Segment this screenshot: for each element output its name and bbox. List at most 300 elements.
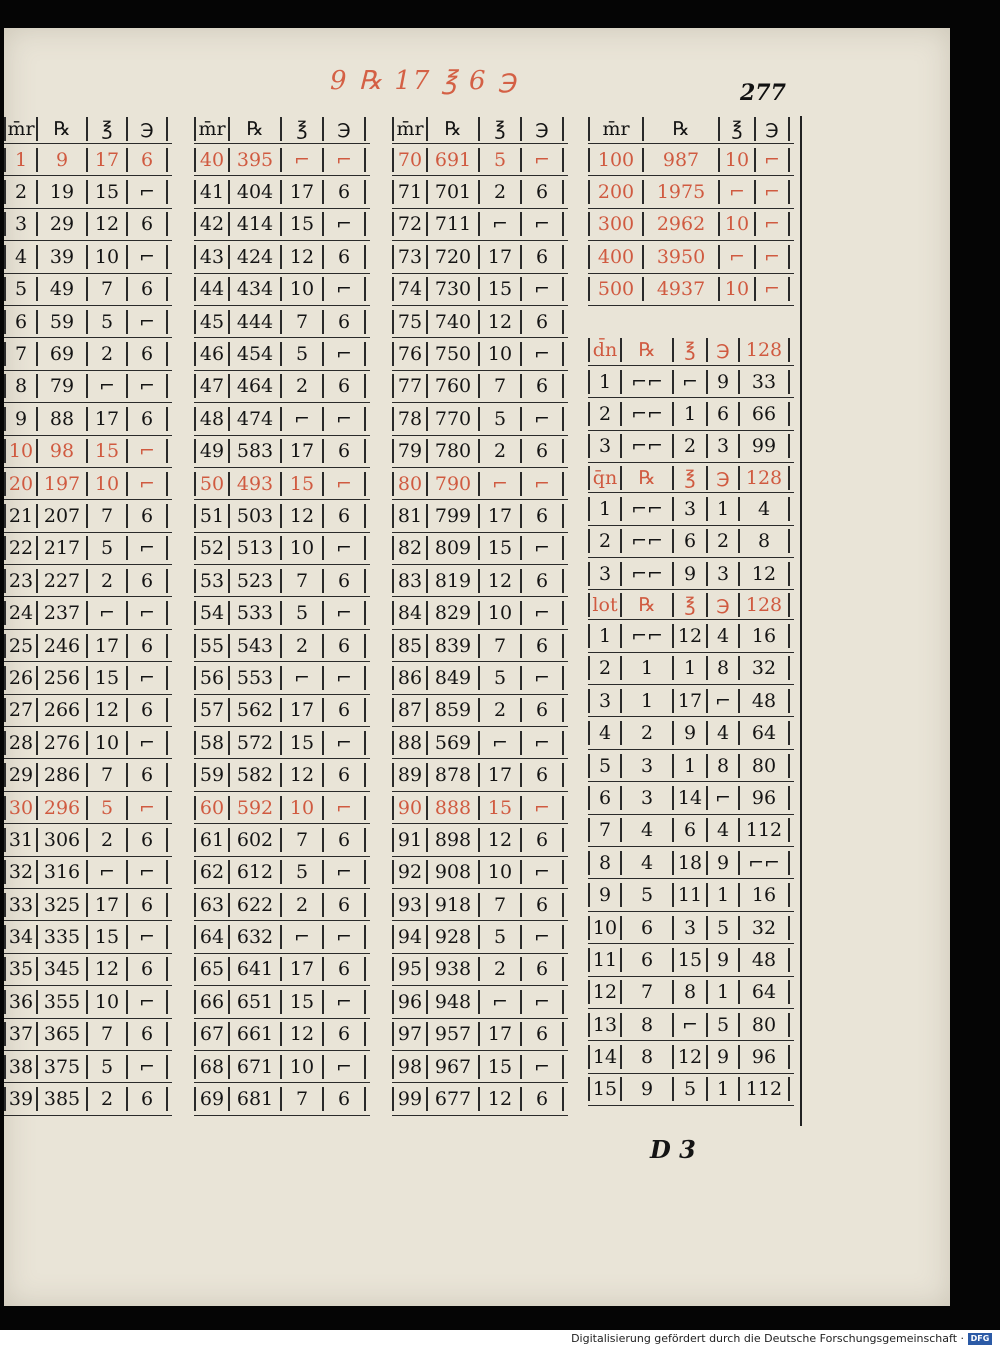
table-cell: 316	[38, 860, 88, 884]
table-cell: 878	[428, 763, 480, 787]
table-cell: 9	[708, 851, 740, 875]
table-cell: 11	[674, 883, 708, 907]
table-cell: 41	[194, 180, 230, 204]
table-row	[194, 144, 370, 176]
table-cell: 9	[622, 1077, 674, 1101]
table-cell: 88	[392, 731, 428, 755]
table-cell: 43	[194, 245, 230, 269]
table-cell: 1	[708, 883, 740, 907]
table-cell: 17	[480, 763, 522, 787]
table-row	[588, 241, 794, 273]
table-cell: 6	[522, 310, 564, 334]
table-cell: 1	[4, 148, 38, 172]
table-row	[194, 954, 370, 986]
table-cell: 632	[230, 925, 282, 949]
table-row	[4, 889, 172, 921]
table-cell: 1	[588, 497, 622, 521]
column-header: ℥	[674, 593, 708, 617]
table-cell: 829	[428, 601, 480, 625]
table-cell: 583	[230, 439, 282, 463]
column-header: 128	[740, 338, 790, 362]
table-cell: 1	[622, 656, 674, 680]
table-cell: 3	[622, 754, 674, 778]
table-cell: 40	[194, 148, 230, 172]
table-cell: 9	[708, 1045, 740, 1069]
table-cell: 94	[392, 925, 428, 949]
table-cell: 98	[38, 439, 88, 463]
table-row	[588, 879, 794, 911]
table-row	[194, 403, 370, 435]
table-cell: 6	[324, 634, 366, 658]
table-row	[588, 274, 794, 306]
table-cell: 4	[740, 497, 790, 521]
table-cell: 7	[282, 310, 324, 334]
table-cell: 5	[88, 310, 128, 334]
table-cell: 888	[428, 796, 480, 820]
table-cell: 5	[480, 407, 522, 431]
table6-body	[588, 463, 794, 590]
table-cell: ⌐	[128, 860, 168, 884]
table-cell: 10	[282, 277, 324, 301]
table-row	[392, 986, 568, 1018]
table5-body	[588, 336, 794, 463]
table-cell: 12	[282, 1022, 324, 1046]
table-header-row	[588, 463, 794, 493]
table-cell: 2	[480, 180, 522, 204]
table-cell: ⌐	[756, 212, 790, 236]
table-cell: 7	[88, 763, 128, 787]
page-header-title: 9 ℞ 17 ℥ 6 ℈	[330, 66, 518, 96]
table-cell: 582	[230, 763, 282, 787]
table-cell: ⌐	[674, 1013, 708, 1037]
table-cell: 2	[88, 342, 128, 366]
table-row	[4, 857, 172, 889]
table-cell: 23	[4, 569, 38, 593]
table-cell: 12	[480, 569, 522, 593]
table-cell: 6	[128, 407, 168, 431]
table-cell: ⌐	[324, 148, 366, 172]
table-cell: 770	[428, 407, 480, 431]
table-cell: 14	[674, 786, 708, 810]
table-cell: 12	[88, 698, 128, 722]
table-cell: ⌐	[480, 731, 522, 755]
table-cell: 2	[480, 439, 522, 463]
table-cell: 750	[428, 342, 480, 366]
table-cell: ⌐	[756, 277, 790, 301]
table-cell: 10	[282, 796, 324, 820]
table-cell: 17	[282, 957, 324, 981]
table-cell: 711	[428, 212, 480, 236]
table-cell: 15	[88, 925, 128, 949]
table-cell: 6	[128, 148, 168, 172]
table-row	[588, 750, 794, 782]
table-cell: 15	[282, 731, 324, 755]
table-cell: 2	[88, 1087, 128, 1111]
table-cell: 28	[4, 731, 38, 755]
table-cell: 256	[38, 666, 88, 690]
table-cell: 207	[38, 504, 88, 528]
table-cell: 928	[428, 925, 480, 949]
table-cell: 60	[194, 796, 230, 820]
table-cell: ⌐	[324, 601, 366, 625]
table-cell: 12	[282, 504, 324, 528]
table-cell: 12	[88, 212, 128, 236]
table-cell: 12	[588, 980, 622, 1004]
table-cell: 37	[4, 1022, 38, 1046]
table-cell: ⌐	[522, 277, 564, 301]
table-cell: 70	[392, 148, 428, 172]
table-cell: 6	[128, 1022, 168, 1046]
table-row	[4, 1019, 172, 1051]
table-cell: 57	[194, 698, 230, 722]
table-cell: 8	[674, 980, 708, 1004]
table-row	[392, 533, 568, 565]
table-cell: 55	[194, 634, 230, 658]
table7-body	[588, 590, 794, 1106]
table-row	[392, 597, 568, 629]
table-cell: 17	[480, 245, 522, 269]
table2-body	[194, 114, 370, 1116]
table-cell: 938	[428, 957, 480, 981]
table-row	[588, 653, 794, 685]
table-cell: 474	[230, 407, 282, 431]
table-cell: 849	[428, 666, 480, 690]
table-cell: 6	[128, 957, 168, 981]
table-cell: 91	[392, 828, 428, 852]
table-cell: 88	[38, 407, 88, 431]
table-cell: 90	[392, 796, 428, 820]
table-cell: ⌐⌐	[622, 402, 674, 426]
table-header-row	[588, 114, 794, 144]
table-row	[392, 209, 568, 241]
table-cell: 80	[392, 472, 428, 496]
table-cell: 17	[88, 893, 128, 917]
table-row	[4, 533, 172, 565]
table-cell: 85	[392, 634, 428, 658]
table-row	[588, 912, 794, 944]
table-cell: 79	[392, 439, 428, 463]
table-cell: 6	[674, 818, 708, 842]
table-cell: 66	[194, 990, 230, 1014]
table-cell: 80	[740, 1013, 790, 1037]
table-row	[194, 921, 370, 953]
table-cell: 33	[740, 370, 790, 394]
table-cell: 18	[674, 851, 708, 875]
table-cell: 15	[674, 948, 708, 972]
table-cell: ⌐	[674, 370, 708, 394]
table-cell: 12	[88, 957, 128, 981]
table-cell: 434	[230, 277, 282, 301]
table-row	[392, 306, 568, 338]
table-cell: ⌐⌐	[622, 434, 674, 458]
table-cell: 720	[428, 245, 480, 269]
table-cell: 6	[324, 763, 366, 787]
table-cell: 61	[194, 828, 230, 852]
table-cell: 13	[588, 1013, 622, 1037]
table-cell: 48	[740, 689, 790, 713]
table-cell: 16	[740, 883, 790, 907]
table-row	[392, 889, 568, 921]
table-row	[4, 1083, 172, 1115]
table-cell: 10	[4, 439, 38, 463]
table-cell: 15	[282, 212, 324, 236]
table-cell: ⌐	[324, 990, 366, 1014]
table-row	[194, 857, 370, 889]
table-cell: 948	[428, 990, 480, 1014]
table-cell: 47	[194, 374, 230, 398]
table-cell: 9	[4, 407, 38, 431]
column-header: m̄r	[194, 117, 230, 141]
table-cell: 306	[38, 828, 88, 852]
table-cell: 86	[392, 666, 428, 690]
table-cell: 4	[588, 721, 622, 745]
table-cell: ⌐	[324, 277, 366, 301]
table-cell: 987	[644, 148, 720, 172]
table-row	[194, 533, 370, 565]
table-cell: 17	[88, 407, 128, 431]
table-row	[392, 662, 568, 694]
table-cell: ⌐⌐	[622, 529, 674, 553]
table-cell: 46	[194, 342, 230, 366]
table-cell: 5	[88, 536, 128, 560]
table-cell: 5	[708, 916, 740, 940]
table-cell: ⌐	[522, 148, 564, 172]
table-cell: 7	[480, 634, 522, 658]
table-cell: 9	[708, 948, 740, 972]
table-cell: 19	[38, 180, 88, 204]
table-cell: 523	[230, 569, 282, 593]
table-row	[194, 306, 370, 338]
table-cell: 799	[428, 504, 480, 528]
table-cell: 200	[588, 180, 644, 204]
table-row	[4, 792, 172, 824]
table-cell: ⌐	[324, 925, 366, 949]
table-cell: 10	[88, 731, 128, 755]
table-cell: 10	[88, 990, 128, 1014]
table-cell: 602	[230, 828, 282, 852]
table-cell: ⌐	[324, 731, 366, 755]
table-row	[4, 338, 172, 370]
table-cell: 36	[4, 990, 38, 1014]
table-cell: 6	[128, 342, 168, 366]
table-cell: 7	[88, 504, 128, 528]
table-cell: 266	[38, 698, 88, 722]
table-cell: ⌐	[324, 1055, 366, 1079]
table-cell: 8	[4, 374, 38, 398]
table-cell: 6	[324, 310, 366, 334]
table-row	[588, 620, 794, 652]
table-cell: 15	[88, 439, 128, 463]
table-cell: ⌐	[88, 601, 128, 625]
table-row	[588, 782, 794, 814]
table-cell: 691	[428, 148, 480, 172]
table-cell: 34	[4, 925, 38, 949]
table-cell: 38	[4, 1055, 38, 1079]
table-cell: 27	[4, 698, 38, 722]
table-cell: 839	[428, 634, 480, 658]
table-row	[588, 366, 794, 398]
table-cell: ⌐	[128, 666, 168, 690]
table-cell: ⌐⌐	[622, 497, 674, 521]
table-cell: 2	[480, 957, 522, 981]
table-cell: 51	[194, 504, 230, 528]
column-header: ℈	[708, 338, 740, 362]
table-cell: ⌐	[708, 689, 740, 713]
table-cell: 5	[480, 925, 522, 949]
table-cell: 14	[588, 1045, 622, 1069]
table-cell: 6	[128, 1087, 168, 1111]
column-header: ℈	[324, 117, 366, 141]
column-header: m̄r	[588, 117, 644, 141]
table-row	[4, 436, 172, 468]
table-cell: 49	[194, 439, 230, 463]
table-cell: 5	[480, 666, 522, 690]
table-row	[194, 1051, 370, 1083]
table-cell: ⌐	[522, 536, 564, 560]
table-cell: 8	[622, 1013, 674, 1037]
table-row	[194, 1019, 370, 1051]
table-cell: 10	[480, 860, 522, 884]
table-cell: 1	[674, 656, 708, 680]
table-cell: 17	[282, 439, 324, 463]
table-cell: ⌐	[88, 374, 128, 398]
table-cell: 45	[194, 310, 230, 334]
table-cell: 10	[588, 916, 622, 940]
table-cell: 75	[392, 310, 428, 334]
table-cell: 29	[4, 763, 38, 787]
table-cell: 67	[194, 1022, 230, 1046]
table-1	[4, 114, 172, 1116]
table-cell: 6	[128, 569, 168, 593]
table-cell: 780	[428, 439, 480, 463]
table-cell: ⌐	[522, 472, 564, 496]
table-cell: 10	[720, 212, 756, 236]
table-cell: 424	[230, 245, 282, 269]
table-cell: 64	[740, 721, 790, 745]
table-cell: 66	[740, 402, 790, 426]
table-cell: 6	[522, 504, 564, 528]
table-cell: 97	[392, 1022, 428, 1046]
table-cell: 96	[740, 1045, 790, 1069]
table-header-row	[588, 590, 794, 620]
table-cell: 15	[282, 990, 324, 1014]
table-cell: 6	[522, 698, 564, 722]
table-cell: 533	[230, 601, 282, 625]
table-cell: 15	[480, 536, 522, 560]
table-cell: 72	[392, 212, 428, 236]
table-cell: 21	[4, 504, 38, 528]
table-row	[392, 1051, 568, 1083]
table-cell: 6	[522, 569, 564, 593]
table-cell: 2	[480, 698, 522, 722]
table-cell: 300	[588, 212, 644, 236]
table-row	[4, 921, 172, 953]
table-cell: 6	[324, 893, 366, 917]
signature-mark: D 3	[650, 1135, 696, 1164]
table-cell: 1	[674, 402, 708, 426]
table-cell: 10	[720, 148, 756, 172]
table-cell: 17	[480, 1022, 522, 1046]
table-cell: 6	[522, 245, 564, 269]
table-cell: ⌐	[324, 472, 366, 496]
table-cell: 6	[324, 245, 366, 269]
table-cell: 10	[282, 536, 324, 560]
table-cell: ⌐	[128, 472, 168, 496]
table-cell: ⌐	[324, 212, 366, 236]
table-cell: 99	[740, 434, 790, 458]
table-row	[392, 792, 568, 824]
table-cell: 96	[740, 786, 790, 810]
table-cell: 730	[428, 277, 480, 301]
table-cell: 12	[480, 828, 522, 852]
table-cell: 32	[740, 656, 790, 680]
table-cell: 50	[194, 472, 230, 496]
table-4-group	[588, 114, 794, 1106]
table-cell: ⌐⌐	[622, 624, 674, 648]
table-cell: 572	[230, 731, 282, 755]
table-cell: 404	[230, 180, 282, 204]
table-cell: ⌐	[720, 245, 756, 269]
table-cell: 1	[622, 689, 674, 713]
table-cell: 93	[392, 893, 428, 917]
table-cell: 6	[708, 402, 740, 426]
footer-credit: Digitalisierung gefördert durch die Deutsche Forschungsgemeinschaft ·	[571, 1332, 964, 1345]
table-cell: 5	[674, 1077, 708, 1101]
table-cell: 25	[4, 634, 38, 658]
table-cell: 84	[392, 601, 428, 625]
table-row	[4, 954, 172, 986]
table-cell: 31	[4, 828, 38, 852]
table-row	[194, 889, 370, 921]
table-cell: 10	[88, 245, 128, 269]
table-cell: ⌐	[522, 860, 564, 884]
table-cell: 898	[428, 828, 480, 852]
table-cell: 641	[230, 957, 282, 981]
table-cell: 701	[428, 180, 480, 204]
table-cell: 6	[522, 180, 564, 204]
column-header: ℞	[622, 466, 674, 490]
table-cell: 6	[324, 1022, 366, 1046]
table-cell: ⌐	[282, 407, 324, 431]
table-cell: 760	[428, 374, 480, 398]
table-cell: 325	[38, 893, 88, 917]
column-header: d̄n	[588, 338, 622, 362]
table-row	[4, 209, 172, 241]
table-cell: 6	[522, 439, 564, 463]
table-row	[588, 558, 794, 590]
table-cell: ⌐	[128, 990, 168, 1014]
table-cell: 12	[282, 763, 324, 787]
table-cell: 444	[230, 310, 282, 334]
table-cell: 651	[230, 990, 282, 1014]
table-row	[4, 403, 172, 435]
column-header: 128	[740, 466, 790, 490]
table-cell: 59	[38, 310, 88, 334]
table-row	[194, 468, 370, 500]
table-cell: ⌐	[324, 342, 366, 366]
table-cell: 6	[128, 698, 168, 722]
table-cell: 12	[480, 310, 522, 334]
table-cell: 2	[588, 529, 622, 553]
table-cell: 6	[128, 277, 168, 301]
table-row	[392, 500, 568, 532]
table-cell: 681	[230, 1087, 282, 1111]
table-cell: 246	[38, 634, 88, 658]
table-row	[392, 695, 568, 727]
table-cell: 5	[622, 883, 674, 907]
table-row	[588, 847, 794, 879]
table-row	[588, 526, 794, 558]
